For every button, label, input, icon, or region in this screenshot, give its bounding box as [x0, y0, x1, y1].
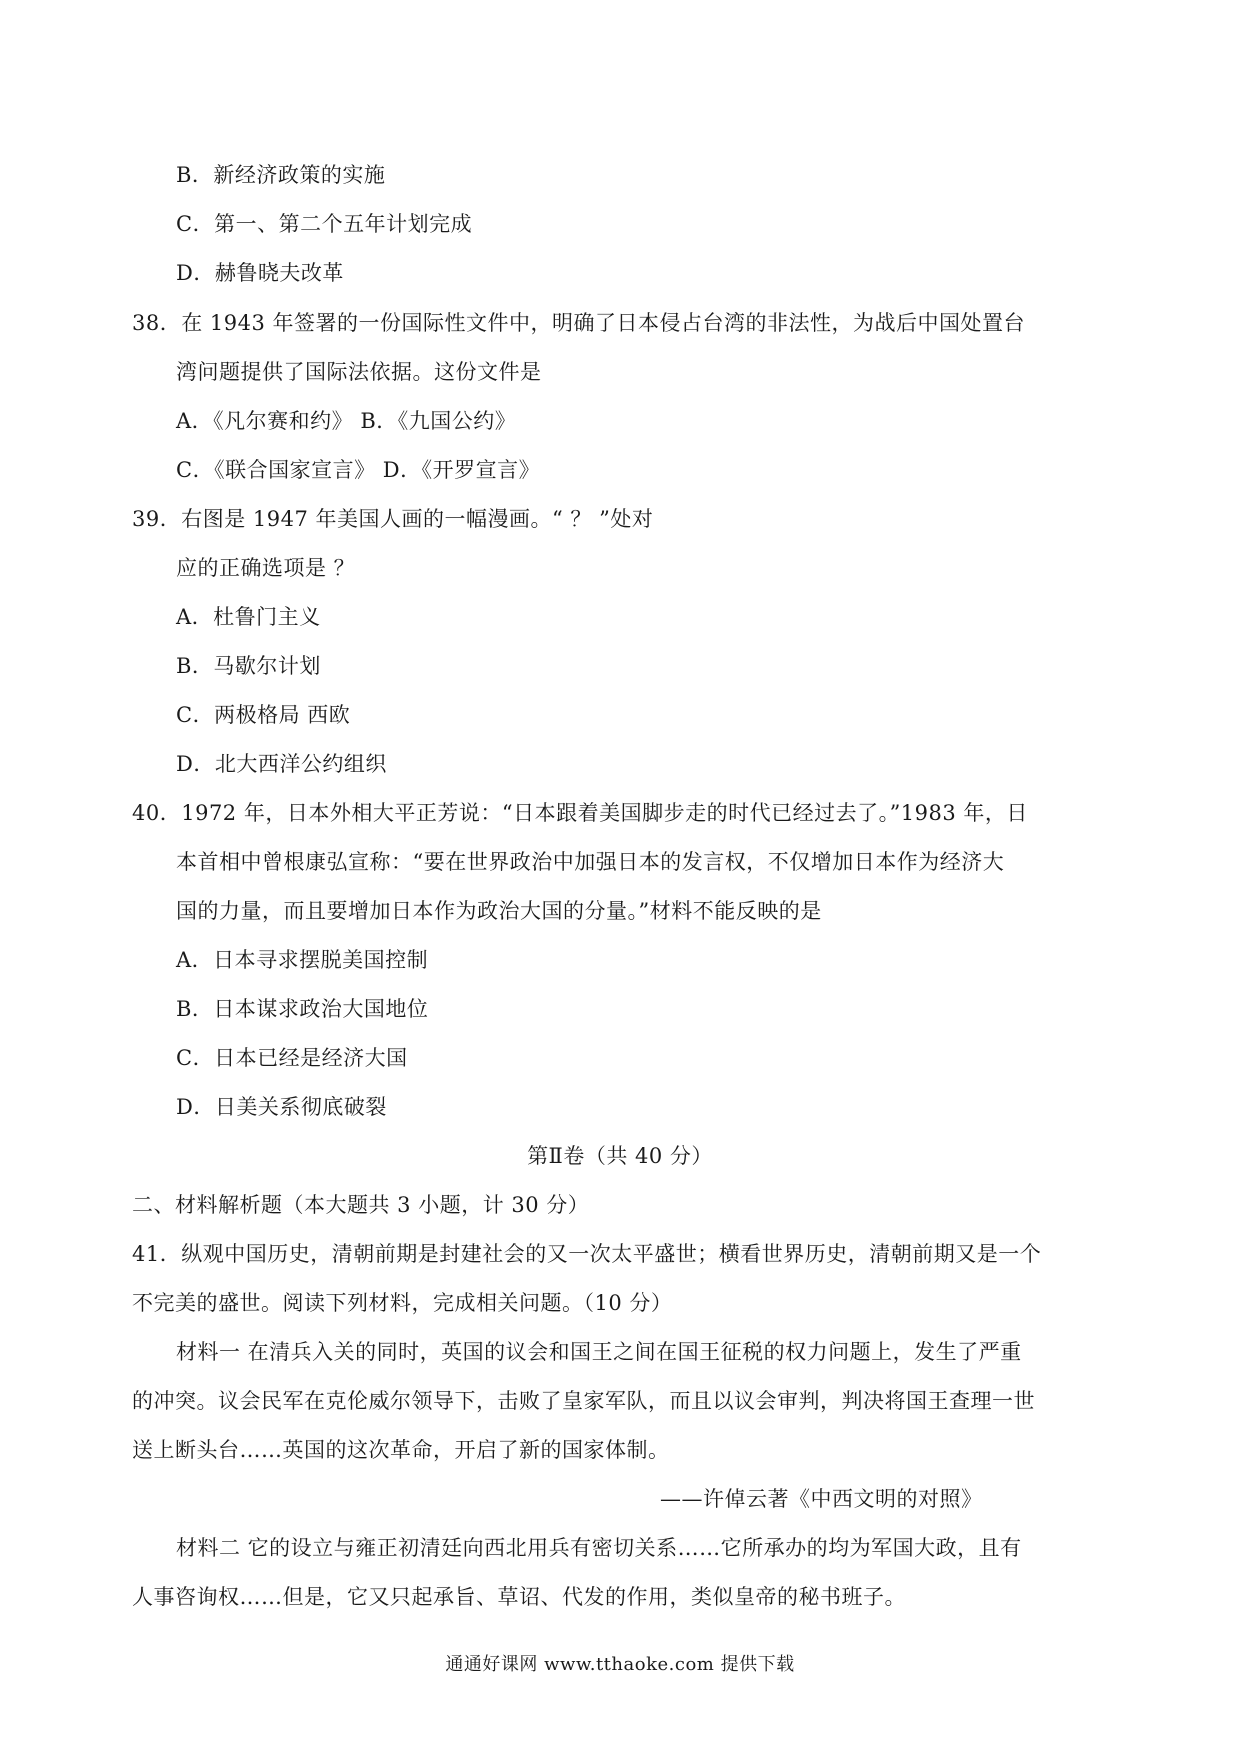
q40-option-a: A．日本寻求摆脱美国控制 [176, 948, 429, 972]
material1-line2: 的冲突。议会民军在克伦威尔领导下，击败了皇家军队，而且以议会审判，判决将国王查理一世 [132, 1389, 1035, 1413]
volume-title: 第Ⅱ卷（共 40 分） [527, 1144, 713, 1168]
q40-option-b: B．日本谋求政治大国地位 [176, 997, 429, 1021]
q39-option-c: C．两极格局 西欧 [176, 703, 351, 727]
q37-option-b: B．新经济政策的实施 [176, 163, 386, 187]
page-footer: 通通好课网 www.tthaoke.com 提供下载 [445, 1654, 795, 1675]
q40-option-c: C．日本已经是经济大国 [176, 1046, 408, 1070]
q40-option-d: D．日美关系彻底破裂 [176, 1095, 387, 1119]
q37-option-c: C．第一、第二个五年计划完成 [176, 212, 473, 236]
q38-options-row1: A．《凡尔赛和约》 B．《九国公约》 [176, 409, 517, 433]
q40-stem-line1: 40．1972 年，日本外相大平正芳说：“日本跟着美国脚步走的时代已经过去了。”1983 年，日 [132, 801, 1028, 825]
q39-stem-line2: 应的正确选项是 ？ [176, 556, 356, 580]
material2-line1: 材料二 它的设立与雍正初清廷向西北用兵有密切关系……它所承办的均为军国大政，且有 [176, 1536, 1022, 1560]
q39-stem-line1: 39．右图是 1947 年美国人画的一幅漫画。“ ？ ”处对 [132, 507, 654, 531]
material1-source: ——许倬云著《中西文明的对照》 [660, 1487, 983, 1511]
material1-line3: 送上断头台……英国的这次革命，开启了新的国家体制。 [132, 1438, 670, 1462]
q41-stem-line2: 不完美的盛世。阅读下列材料，完成相关问题。（10 分） [132, 1291, 673, 1315]
q40-stem-line2: 本首相中曾根康弘宣称：“要在世界政治中加强日本的发言权，不仅增加日本作为经济大 [176, 850, 1005, 874]
material2-line2: 人事咨询权……但是，它又只起承旨、草诏、代发的作用，类似皇帝的秘书班子。 [132, 1585, 906, 1609]
q41-stem-line1: 41．纵观中国历史，清朝前期是封建社会的又一次太平盛世；横看世界历史，清朝前期又是一个 [132, 1242, 1042, 1266]
q38-options-row2: C．《联合国家宣言》 D．《开罗宣言》 [176, 458, 541, 482]
q39-option-a: A．杜鲁门主义 [176, 605, 321, 629]
q39-option-d: D．北大西洋公约组织 [176, 752, 387, 776]
q38-stem-line2: 湾问题提供了国际法依据。这份文件是 [176, 360, 542, 384]
part-heading: 二、材料解析题（本大题共 3 小题，计 30 分） [132, 1193, 590, 1217]
q39-option-b: B．马歇尔计划 [176, 654, 321, 678]
q37-option-d: D．赫鲁晓夫改革 [176, 261, 344, 285]
q40-stem-line3: 国的力量，而且要增加日本作为政治大国的分量。”材料不能反映的是 [176, 899, 822, 923]
q38-stem-line1: 38．在 1943 年签署的一份国际性文件中，明确了日本侵占台湾的非法性，为战后中国处置台 [132, 311, 1026, 335]
material1-line1: 材料一 在清兵入关的同时，英国的议会和国王之间在国王征税的权力问题上，发生了严重 [176, 1340, 1022, 1364]
